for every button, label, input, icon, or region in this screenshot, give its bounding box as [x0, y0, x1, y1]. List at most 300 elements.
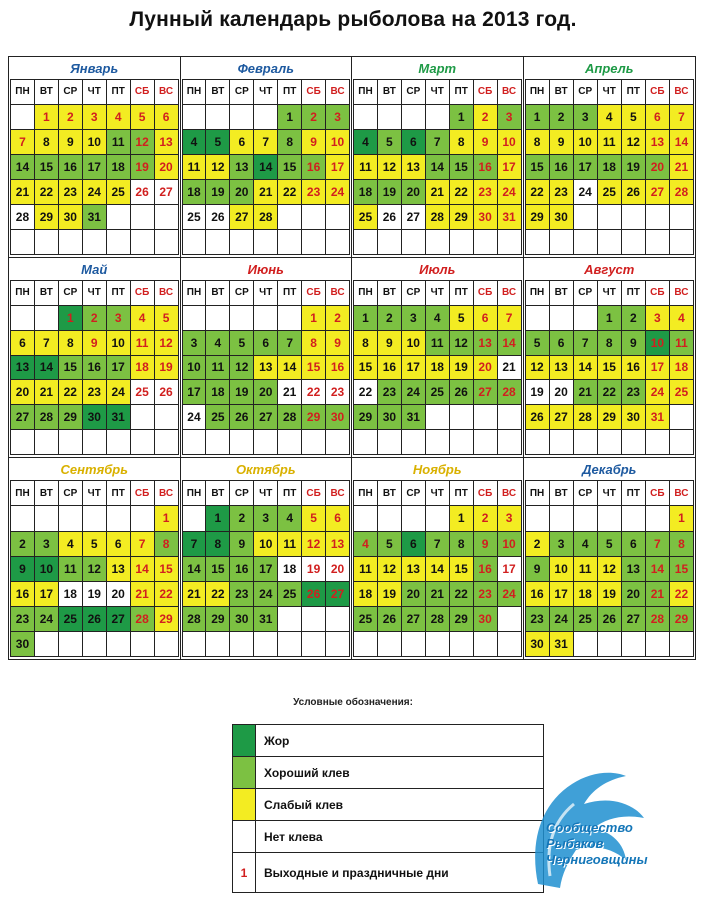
- empty-cell: [183, 430, 207, 455]
- weekday-header: СБ: [646, 281, 670, 306]
- day-cell: 17: [183, 380, 207, 405]
- day-cell: 25: [354, 205, 378, 230]
- day-cell: 5: [206, 130, 230, 155]
- day-cell: 11: [107, 130, 131, 155]
- day-cell: 28: [131, 607, 155, 632]
- month-days-grid: [525, 480, 695, 657]
- day-cell: 10: [550, 557, 574, 582]
- empty-cell: [35, 306, 59, 331]
- day-cell: 7: [670, 105, 694, 130]
- day-cell: 31: [402, 405, 426, 430]
- weekday-header: ВС: [326, 281, 350, 306]
- day-cell: 25: [354, 607, 378, 632]
- empty-cell: [354, 632, 378, 657]
- day-cell: 3: [402, 306, 426, 331]
- empty-cell: [574, 230, 598, 255]
- day-cell: 3: [83, 105, 107, 130]
- legend-label: Хороший клев: [264, 765, 350, 780]
- weekday-header: ВТ: [35, 281, 59, 306]
- day-cell: 8: [302, 331, 326, 356]
- month-days-grid: [182, 480, 351, 657]
- day-cell: 4: [354, 130, 378, 155]
- day-cell: 15: [155, 557, 179, 582]
- legend-swatch: 1: [233, 853, 256, 892]
- empty-cell: [11, 506, 35, 531]
- day-cell: 2: [83, 306, 107, 331]
- empty-cell: [378, 506, 402, 531]
- month-days-grid: [525, 280, 695, 456]
- day-cell: 26: [83, 607, 107, 632]
- empty-cell: [598, 430, 622, 455]
- empty-cell: [646, 205, 670, 230]
- day-cell: 24: [402, 380, 426, 405]
- day-cell: 21: [35, 380, 59, 405]
- day-cell: 2: [326, 306, 350, 331]
- weekday-header: СР: [574, 80, 598, 105]
- day-cell: 22: [155, 582, 179, 607]
- day-cell: 15: [354, 356, 378, 381]
- empty-cell: [254, 306, 278, 331]
- weekday-header: ПТ: [107, 281, 131, 306]
- day-cell: 25: [426, 380, 450, 405]
- day-cell: 5: [598, 532, 622, 557]
- empty-cell: [107, 205, 131, 230]
- day-cell: 18: [131, 356, 155, 381]
- month-name: Февраль: [237, 61, 294, 76]
- empty-cell: [402, 506, 426, 531]
- empty-cell: [402, 230, 426, 255]
- day-cell: 17: [326, 155, 350, 180]
- empty-cell: [450, 430, 474, 455]
- day-cell: 7: [646, 532, 670, 557]
- empty-cell: [598, 506, 622, 531]
- day-cell: 20: [550, 380, 574, 405]
- day-cell: 21: [646, 582, 670, 607]
- empty-cell: [131, 506, 155, 531]
- day-cell: 24: [35, 607, 59, 632]
- day-cell: 28: [426, 607, 450, 632]
- weekday-header: ПН: [11, 481, 35, 506]
- day-cell: 23: [378, 380, 402, 405]
- empty-cell: [183, 230, 207, 255]
- day-cell: 14: [498, 331, 522, 356]
- empty-cell: [598, 205, 622, 230]
- day-cell: 19: [526, 380, 550, 405]
- empty-cell: [526, 230, 550, 255]
- day-cell: 4: [426, 306, 450, 331]
- day-cell: 1: [35, 105, 59, 130]
- day-cell: 4: [670, 306, 694, 331]
- empty-cell: [131, 430, 155, 455]
- month-name: Август: [584, 261, 635, 277]
- day-cell: 28: [183, 607, 207, 632]
- day-cell: 23: [326, 380, 350, 405]
- day-cell: 2: [526, 532, 550, 557]
- weekday-header: СР: [230, 481, 254, 506]
- day-cell: 1: [302, 306, 326, 331]
- day-cell: 22: [450, 180, 474, 205]
- day-cell: 20: [646, 155, 670, 180]
- empty-cell: [11, 306, 35, 331]
- empty-cell: [646, 230, 670, 255]
- day-cell: 20: [155, 155, 179, 180]
- day-cell: 12: [378, 155, 402, 180]
- weekday-header: СР: [230, 281, 254, 306]
- day-cell: 9: [11, 557, 35, 582]
- month-block: [9, 258, 181, 459]
- weekday-header: СР: [59, 80, 83, 105]
- legend-row: [233, 725, 543, 757]
- day-cell: 25: [278, 582, 302, 607]
- weekday-header: ВС: [326, 481, 350, 506]
- weekday-header: ВТ: [378, 80, 402, 105]
- day-cell: 8: [206, 532, 230, 557]
- day-cell: 20: [402, 180, 426, 205]
- day-cell: 5: [526, 331, 550, 356]
- day-cell: 23: [230, 582, 254, 607]
- day-cell: 19: [206, 180, 230, 205]
- day-cell: 19: [230, 380, 254, 405]
- empty-cell: [670, 205, 694, 230]
- weekday-header: СБ: [131, 80, 155, 105]
- day-cell: 21: [11, 180, 35, 205]
- legend-row: [233, 789, 543, 821]
- day-cell: 22: [35, 180, 59, 205]
- day-cell: 9: [526, 557, 550, 582]
- day-cell: 24: [646, 380, 670, 405]
- weekday-header: ЧТ: [598, 481, 622, 506]
- empty-cell: [278, 632, 302, 657]
- day-cell: 13: [254, 356, 278, 381]
- day-cell: 2: [59, 105, 83, 130]
- day-cell: 22: [670, 582, 694, 607]
- empty-cell: [378, 430, 402, 455]
- day-cell: 14: [670, 130, 694, 155]
- day-cell: 27: [254, 405, 278, 430]
- day-cell: 19: [378, 582, 402, 607]
- day-cell: 17: [646, 356, 670, 381]
- weekday-header: ВС: [670, 80, 694, 105]
- day-cell: 11: [426, 331, 450, 356]
- day-cell: 13: [402, 557, 426, 582]
- weekday-header: ВС: [498, 80, 522, 105]
- day-cell: 27: [402, 607, 426, 632]
- day-cell: 6: [646, 105, 670, 130]
- day-cell: 26: [450, 380, 474, 405]
- day-cell: 18: [426, 356, 450, 381]
- day-cell: 29: [302, 405, 326, 430]
- day-cell: 28: [646, 607, 670, 632]
- legend-swatch: [233, 789, 256, 820]
- weekday-header: ЧТ: [83, 80, 107, 105]
- day-cell: 9: [378, 331, 402, 356]
- day-cell: 30: [526, 632, 550, 657]
- day-cell: 10: [646, 331, 670, 356]
- day-cell: 16: [11, 582, 35, 607]
- day-cell: 2: [550, 105, 574, 130]
- empty-cell: [206, 430, 230, 455]
- empty-cell: [278, 306, 302, 331]
- day-cell: 17: [254, 557, 278, 582]
- day-cell: 14: [131, 557, 155, 582]
- day-cell: 12: [302, 532, 326, 557]
- day-cell: 26: [622, 180, 646, 205]
- month-name: Январь: [70, 61, 119, 76]
- day-cell: 21: [183, 582, 207, 607]
- empty-cell: [326, 607, 350, 632]
- weekday-header: ПН: [11, 80, 35, 105]
- day-cell: 26: [302, 582, 326, 607]
- legend-title: Условные обозначения:: [293, 697, 413, 708]
- day-cell: 8: [155, 532, 179, 557]
- day-cell: 8: [670, 532, 694, 557]
- month-block: [524, 57, 696, 258]
- legend-swatch: [233, 757, 256, 788]
- month-days-grid: [353, 280, 522, 456]
- weekday-header: ВТ: [35, 481, 59, 506]
- weekday-header: ПН: [354, 80, 378, 105]
- day-cell: 30: [230, 607, 254, 632]
- day-cell: 9: [83, 331, 107, 356]
- day-cell: 30: [474, 205, 498, 230]
- day-cell: 12: [83, 557, 107, 582]
- empty-cell: [83, 230, 107, 255]
- empty-cell: [107, 430, 131, 455]
- empty-cell: [354, 506, 378, 531]
- day-cell: 7: [426, 130, 450, 155]
- day-cell: 13: [107, 557, 131, 582]
- day-cell: 26: [131, 180, 155, 205]
- weekday-header: ЧТ: [254, 80, 278, 105]
- weekday-header: ПТ: [107, 80, 131, 105]
- day-cell: 20: [11, 380, 35, 405]
- month-days-grid: [10, 280, 179, 456]
- day-cell: 23: [59, 180, 83, 205]
- month-name: Июнь: [247, 261, 284, 277]
- day-cell: 13: [550, 356, 574, 381]
- day-cell: 22: [302, 380, 326, 405]
- empty-cell: [550, 430, 574, 455]
- empty-cell: [474, 632, 498, 657]
- empty-cell: [155, 632, 179, 657]
- month-name: Июль: [419, 261, 456, 277]
- empty-cell: [354, 230, 378, 255]
- legend-swatch: [233, 821, 256, 852]
- day-cell: 31: [550, 632, 574, 657]
- day-cell: 17: [498, 557, 522, 582]
- empty-cell: [302, 607, 326, 632]
- day-cell: 14: [574, 356, 598, 381]
- weekday-header: ПТ: [622, 80, 646, 105]
- day-cell: 3: [254, 506, 278, 531]
- day-cell: 2: [474, 506, 498, 531]
- day-cell: 1: [278, 105, 302, 130]
- empty-cell: [498, 430, 522, 455]
- weekday-header: СБ: [646, 481, 670, 506]
- weekday-header: ЧТ: [426, 281, 450, 306]
- day-cell: 5: [230, 331, 254, 356]
- day-cell: 2: [378, 306, 402, 331]
- weekday-header: ЧТ: [83, 481, 107, 506]
- day-cell: 9: [474, 130, 498, 155]
- weekday-header: СБ: [302, 281, 326, 306]
- day-cell: 6: [230, 130, 254, 155]
- day-cell: 1: [59, 306, 83, 331]
- weekday-header: СР: [574, 481, 598, 506]
- day-cell: 8: [278, 130, 302, 155]
- day-cell: 21: [254, 180, 278, 205]
- weekday-header: ЧТ: [83, 281, 107, 306]
- weekday-header: СР: [230, 80, 254, 105]
- day-cell: 7: [278, 331, 302, 356]
- day-cell: 18: [206, 380, 230, 405]
- empty-cell: [450, 405, 474, 430]
- empty-cell: [206, 105, 230, 130]
- day-cell: 11: [183, 155, 207, 180]
- weekday-header: ПТ: [622, 281, 646, 306]
- empty-cell: [670, 230, 694, 255]
- day-cell: 13: [326, 532, 350, 557]
- day-cell: 17: [83, 155, 107, 180]
- empty-cell: [526, 306, 550, 331]
- empty-cell: [35, 506, 59, 531]
- empty-cell: [254, 632, 278, 657]
- empty-cell: [474, 405, 498, 430]
- weekday-header: СР: [59, 481, 83, 506]
- day-cell: 16: [378, 356, 402, 381]
- day-cell: 28: [278, 405, 302, 430]
- weekday-header: СР: [574, 281, 598, 306]
- empty-cell: [35, 230, 59, 255]
- weekday-header: ПТ: [278, 80, 302, 105]
- day-cell: 27: [107, 607, 131, 632]
- day-cell: 4: [598, 105, 622, 130]
- weekday-header: ПН: [183, 80, 207, 105]
- day-cell: 21: [574, 380, 598, 405]
- day-cell: 30: [59, 205, 83, 230]
- day-cell: 25: [598, 180, 622, 205]
- logo-line-2: Рыбаков: [546, 836, 604, 851]
- day-cell: 31: [646, 405, 670, 430]
- day-cell: 27: [230, 205, 254, 230]
- month-name: Декабрь: [582, 462, 637, 478]
- day-cell: 29: [155, 607, 179, 632]
- empty-cell: [526, 430, 550, 455]
- day-cell: 20: [622, 582, 646, 607]
- empty-cell: [11, 105, 35, 130]
- empty-cell: [230, 105, 254, 130]
- day-cell: 11: [131, 331, 155, 356]
- day-cell: 10: [326, 130, 350, 155]
- day-cell: 16: [622, 356, 646, 381]
- day-cell: 28: [426, 205, 450, 230]
- day-cell: 13: [474, 331, 498, 356]
- day-cell: 10: [35, 557, 59, 582]
- day-cell: 30: [550, 205, 574, 230]
- day-cell: 3: [574, 105, 598, 130]
- day-cell: 14: [646, 557, 670, 582]
- day-cell: 16: [326, 356, 350, 381]
- day-cell: 9: [474, 532, 498, 557]
- empty-cell: [550, 306, 574, 331]
- day-cell: 17: [550, 582, 574, 607]
- weekday-header: СР: [402, 481, 426, 506]
- empty-cell: [183, 632, 207, 657]
- day-cell: 25: [107, 180, 131, 205]
- day-cell: 5: [131, 105, 155, 130]
- empty-cell: [450, 632, 474, 657]
- day-cell: 10: [498, 532, 522, 557]
- day-cell: 11: [670, 331, 694, 356]
- month-name: Сентябрь: [60, 462, 128, 478]
- weekday-header: ЧТ: [254, 481, 278, 506]
- day-cell: 3: [35, 532, 59, 557]
- day-cell: 9: [302, 130, 326, 155]
- empty-cell: [107, 506, 131, 531]
- weekday-header: ПН: [183, 281, 207, 306]
- month-days-grid: [525, 79, 695, 255]
- day-cell: 22: [526, 180, 550, 205]
- day-cell: 24: [183, 405, 207, 430]
- empty-cell: [155, 205, 179, 230]
- day-cell: 4: [107, 105, 131, 130]
- weekday-header: ВТ: [206, 281, 230, 306]
- empty-cell: [326, 430, 350, 455]
- day-cell: 24: [107, 380, 131, 405]
- legend: [232, 724, 544, 893]
- empty-cell: [131, 230, 155, 255]
- day-cell: 5: [378, 532, 402, 557]
- day-cell: 13: [622, 557, 646, 582]
- empty-cell: [302, 632, 326, 657]
- month-days-grid: [353, 480, 522, 657]
- day-cell: 8: [598, 331, 622, 356]
- day-cell: 10: [83, 130, 107, 155]
- day-cell: 22: [59, 380, 83, 405]
- empty-cell: [622, 205, 646, 230]
- day-cell: 28: [498, 380, 522, 405]
- day-cell: 18: [670, 356, 694, 381]
- empty-cell: [302, 205, 326, 230]
- empty-cell: [35, 430, 59, 455]
- day-cell: 29: [354, 405, 378, 430]
- weekday-header: ПН: [11, 281, 35, 306]
- weekday-header: ВС: [155, 481, 179, 506]
- empty-cell: [622, 430, 646, 455]
- empty-cell: [670, 632, 694, 657]
- empty-cell: [183, 506, 207, 531]
- day-cell: 14: [35, 356, 59, 381]
- legend-label: Выходные и праздничные дни: [264, 865, 449, 880]
- day-cell: 24: [254, 582, 278, 607]
- day-cell: 2: [622, 306, 646, 331]
- day-cell: 21: [426, 582, 450, 607]
- day-cell: 14: [183, 557, 207, 582]
- day-cell: 16: [59, 155, 83, 180]
- day-cell: 15: [302, 356, 326, 381]
- day-cell: 20: [474, 356, 498, 381]
- day-cell: 1: [354, 306, 378, 331]
- day-cell: 21: [670, 155, 694, 180]
- weekday-header: СБ: [646, 80, 670, 105]
- empty-cell: [550, 230, 574, 255]
- empty-cell: [155, 430, 179, 455]
- day-cell: 11: [278, 532, 302, 557]
- day-cell: 7: [131, 532, 155, 557]
- month-block: [9, 458, 181, 659]
- day-cell: 1: [670, 506, 694, 531]
- empty-cell: [83, 506, 107, 531]
